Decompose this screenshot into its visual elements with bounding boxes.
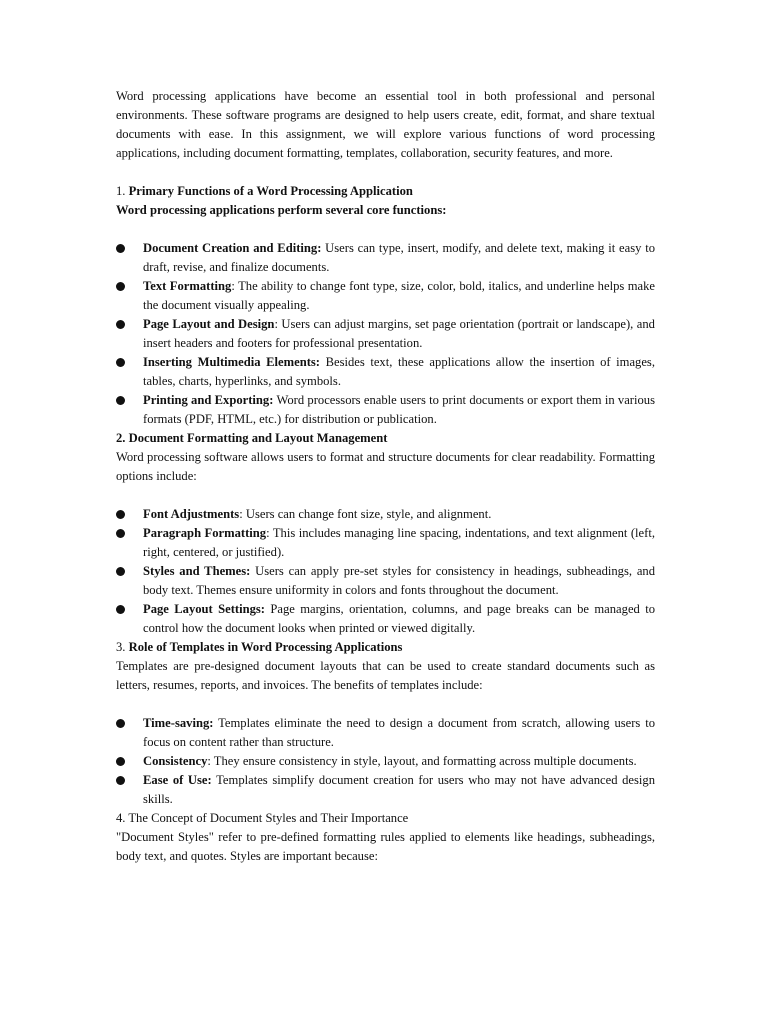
section-2-lead: Word processing software allows users to format and structure documents for clear readability. Formatting options include: [116,450,655,483]
bullet-icon [116,358,125,367]
item-text: Templates eliminate the need to design a document from scratch, allowing users to focus on content rather than structure. [143,716,655,749]
section-4-heading: 4. The Concept of Document Styles and Their Importance [116,811,409,825]
item-text: Word processors enable users to print documents or export them in various formats (PDF, HTML, etc.) for distribution or publication. [143,393,655,426]
section-4-lead: "Document Styles" refer to pre-defined formatting rules applied to elements like headings, subheadings, body text, and quotes. Styles are important because: [116,830,655,863]
bullet-icon [116,776,125,785]
item-text: Users can type, insert, modify, and delete text, making it easy to draft, revise, and finalize documents. [143,241,655,274]
item-text: Users can apply pre-set styles for consistency in headings, subheadings, and body text. Themes ensure uniformity in colors and fonts throughout the document. [143,564,656,597]
item-term: Font Adjustments [143,507,240,521]
list-item [116,752,655,771]
item-term: Styles and Themes: [143,564,251,578]
item-text: Besides text, these applications allow the insertion of images, tables, charts, hyperlinks, and symbols. [143,355,655,388]
item-term: Document Creation and Editing: [143,241,322,255]
item-term: Ease of Use: [143,773,212,787]
section-3-lead: Templates are pre-designed document layouts that can be used to create standard documents such as letters, resumes, reports, and invoices. The benefits of templates include: [116,659,655,692]
list-item [116,315,655,353]
item-text: Page margins, orientation, columns, and page breaks can be managed to control how the document looks when printed or viewed digitally. [143,602,655,635]
item-term: Page Layout and Design [143,317,275,331]
list-item [116,714,655,752]
section-1-number: 1. [116,184,126,198]
item-term: Consistency [143,754,208,768]
item-text: : Users can adjust margins, set page orientation (portrait or landscape), and insert headers and footers for professional presentation. [143,317,655,350]
bullet-icon [116,719,125,728]
spacer [116,486,655,505]
list-item [116,353,655,391]
list-item [116,391,655,429]
item-term: Page Layout Settings: [143,602,265,616]
section-2-list [116,505,655,638]
bullet-icon [116,510,125,519]
section-1-heading [116,182,655,201]
intro-paragraph: Word processing applications have become an essential tool in both professional and personal environments. These software programs are designed to help users create, edit, format, and share textual documents with ease. In this assignment, we will explore various functions of word processing applications, including document formatting, templates, collaboration, security features, and more. [116,89,655,160]
section-3-heading [116,638,655,657]
item-term: Paragraph Formatting [143,526,267,540]
bullet-icon [116,567,125,576]
list-item [116,239,655,277]
section-1-list [116,239,655,429]
section-3-title: Role of Templates in Word Processing Applications [128,640,403,654]
section-2-heading: 2. Document Formatting and Layout Management [116,431,388,445]
item-term: Inserting Multimedia Elements: [143,355,320,369]
section-3-number: 3. [116,640,126,654]
spacer [116,163,655,182]
list-item [116,505,655,524]
section-3-list [116,714,655,809]
item-text: Templates simplify document creation for users who may not have advanced design skills. [143,773,655,806]
bullet-icon [116,320,125,329]
list-item [116,562,655,600]
section-1-title: Primary Functions of a Word Processing Application [128,184,413,198]
bullet-icon [116,244,125,253]
item-term: Time-saving: [143,716,214,730]
bullet-icon [116,282,125,291]
spacer [116,220,655,239]
item-term: Text Formatting [143,279,232,293]
bullet-icon [116,605,125,614]
bullet-icon [116,529,125,538]
document-body [116,87,655,866]
item-text: : Users can change font size, style, and alignment. [239,507,492,521]
spacer [116,695,655,714]
list-item [116,600,655,638]
section-1-lead: Word processing applications perform several core functions: [116,203,447,217]
bullet-icon [116,396,125,405]
item-text: : They ensure consistency in style, layout, and formatting across multiple documents. [207,754,637,768]
item-term: Printing and Exporting: [143,393,274,407]
bullet-icon [116,757,125,766]
item-text: : The ability to change font type, size, color, bold, italics, and underline helps make the document visually appealing. [143,279,655,312]
list-item [116,524,655,562]
list-item [116,771,655,809]
list-item [116,277,655,315]
item-text: : This includes managing line spacing, indentations, and text alignment (left, right, centered, or justified). [143,526,655,559]
